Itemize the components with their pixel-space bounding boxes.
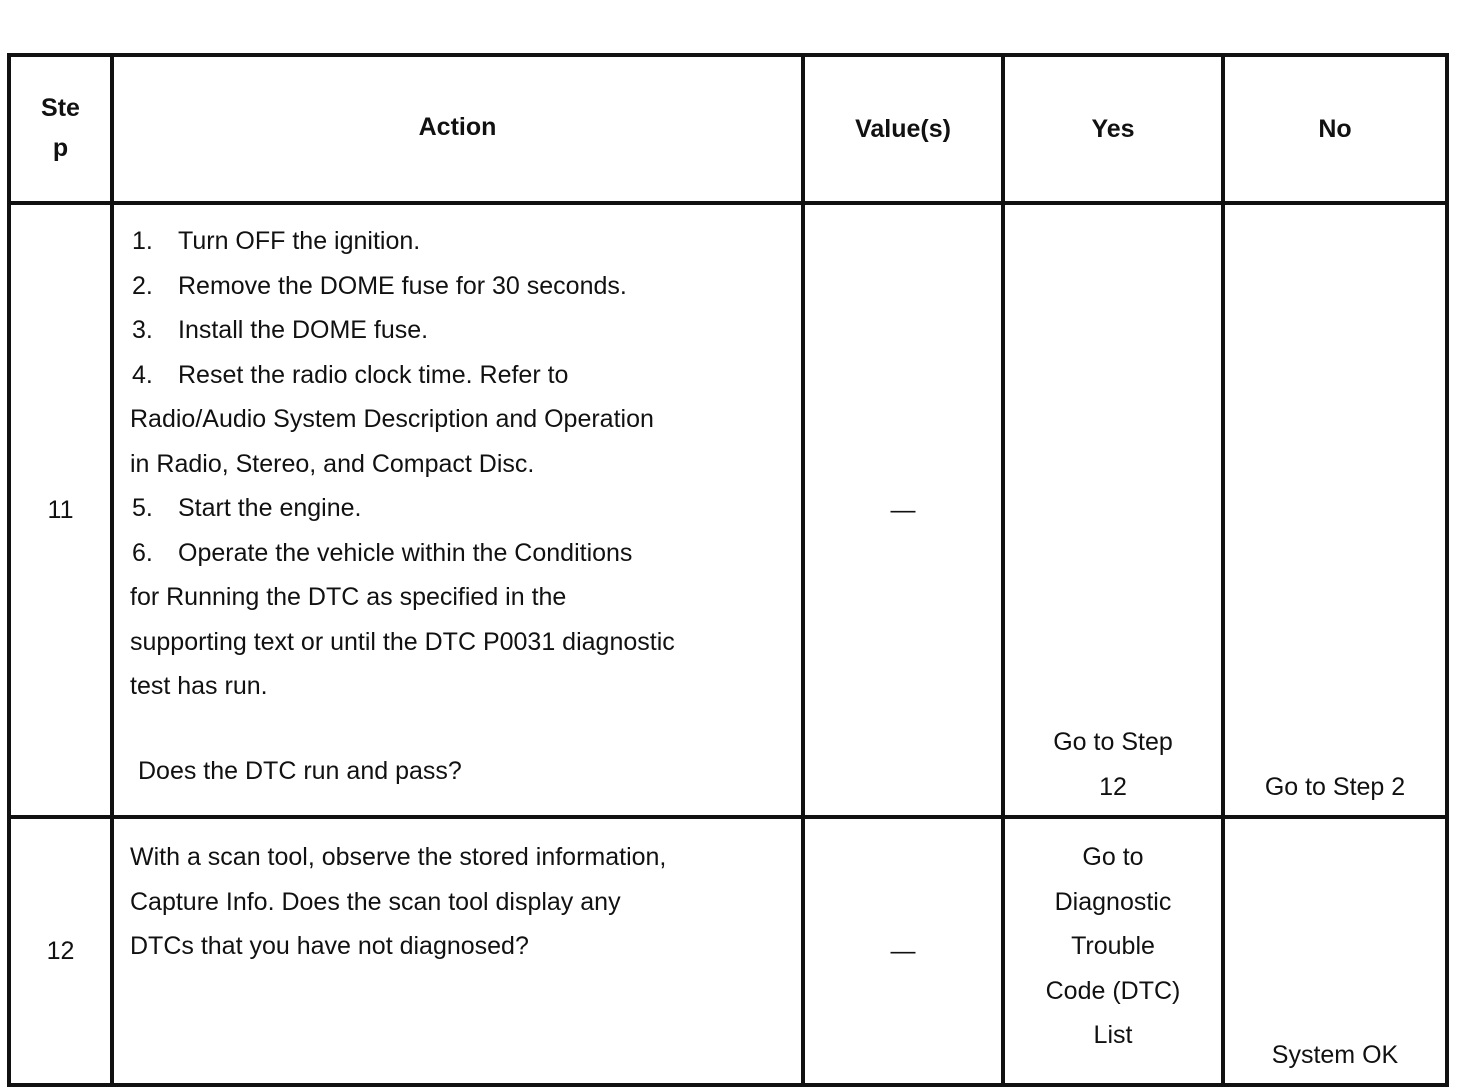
no-cell: System OK	[1223, 817, 1447, 1085]
action-line: With a scan tool, observe the stored information,	[130, 843, 667, 871]
action-item: 6. Operate the vehicle within the Conditions	[132, 538, 633, 567]
yes-cell	[1003, 203, 1223, 817]
action-continuation: Radio/Audio System Description and Operation	[130, 405, 654, 433]
step-number: 12	[9, 817, 112, 1085]
action-continuation: for Running the DTC as specified in the	[130, 583, 567, 611]
action-continuation: supporting text or until the DTC P0031 diagnostic	[130, 627, 675, 656]
action-item: 5. Start the engine.	[132, 494, 362, 522]
header-action: Action	[112, 55, 803, 203]
action-item: 2. Remove the DOME fuse for 30 seconds.	[132, 271, 627, 300]
yes-line: Go to	[1082, 843, 1144, 871]
header-yes: Yes	[1003, 55, 1223, 203]
yes-line: 12	[1099, 772, 1127, 801]
header-row	[9, 55, 1447, 203]
value-cell: —	[803, 817, 1003, 1085]
action-question: Does the DTC run and pass?	[138, 756, 462, 785]
header-step: Step	[9, 55, 112, 203]
action-item: 3. Install the DOME fuse.	[132, 316, 429, 344]
yes-line: Trouble	[1071, 932, 1155, 960]
action-item: 1. Turn OFF the ignition.	[132, 227, 421, 255]
yes-line: Code (DTC)	[1045, 976, 1181, 1005]
yes-cell	[1003, 817, 1223, 1085]
action-line: Capture Info. Does the scan tool display any	[130, 887, 621, 916]
header-values: Value(s)	[803, 55, 1003, 203]
action-cell	[112, 203, 803, 817]
action-line: DTCs that you have not diagnosed?	[130, 932, 529, 960]
yes-line: Diagnostic	[1054, 887, 1172, 916]
diagnostic-table	[7, 53, 1449, 1087]
action-cell	[112, 817, 803, 1085]
table-row	[9, 203, 1447, 817]
value-cell: —	[803, 203, 1003, 817]
action-continuation: test has run.	[130, 672, 268, 700]
yes-line: Go to Step	[1053, 728, 1173, 756]
step-number: 11	[9, 203, 112, 817]
header-no: No	[1223, 55, 1447, 203]
action-item: 4. Reset the radio clock time. Refer to	[132, 360, 569, 389]
no-cell: Go to Step 2	[1223, 203, 1447, 817]
table-row	[9, 817, 1447, 1085]
action-continuation: in Radio, Stereo, and Compact Disc.	[130, 449, 535, 478]
yes-line: List	[1093, 1021, 1133, 1049]
